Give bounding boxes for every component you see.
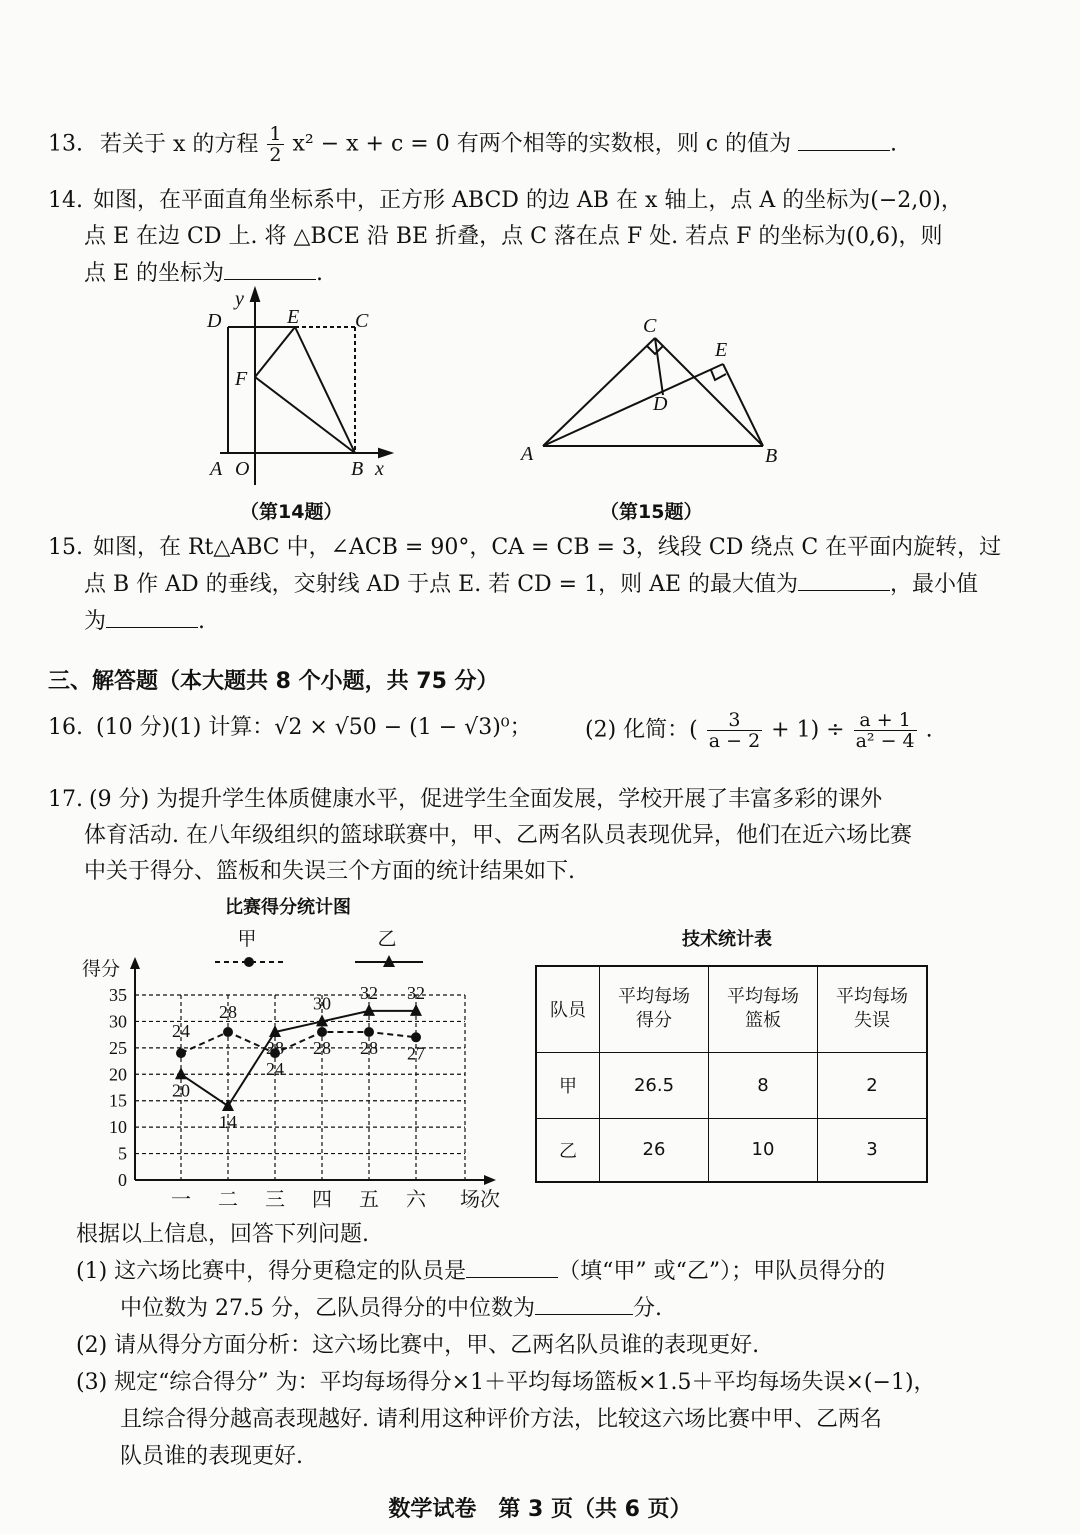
y-tick-label: 10 [109, 1117, 127, 1138]
question-number: 13. [48, 131, 83, 157]
segment-CB [655, 338, 763, 446]
figure-15 [515, 310, 795, 470]
data-label: 28 [313, 1038, 331, 1058]
data-point [223, 1027, 233, 1037]
data-label: 30 [313, 993, 331, 1014]
label-F: F [235, 368, 248, 390]
label-O: O [235, 458, 250, 480]
data-point [364, 1027, 374, 1037]
table-cell: 10 [709, 1118, 818, 1182]
label-C: C [643, 315, 657, 337]
chart-title: 比赛得分统计图 [225, 897, 351, 918]
y-axis-label: 得分 [81, 959, 120, 980]
label-D: D [653, 393, 668, 415]
table-header-row [536, 966, 927, 1052]
legend-label: 甲 [237, 929, 257, 950]
question-text: 点 E 的坐标为 [84, 261, 225, 286]
header-cell: 平均每场 失误 [818, 966, 928, 1052]
question-number: 15. [48, 535, 83, 560]
question-text: 点 E 在边 CD 上. 将 △BCE 沿 BE 折叠，点 C 落在点 F 处. 若点 F 的坐标为(0,6)，则 [84, 224, 943, 249]
question-text: 中关于得分、篮板和失误三个方面的统计结果如下. [84, 859, 575, 884]
legend-marker [244, 957, 254, 967]
label-y: y [235, 288, 244, 310]
fraction [707, 710, 762, 751]
question-text: 体育活动. 在八年级组织的篮球联赛中，甲、乙两名队员表现优异，他们在近六场比赛 [84, 823, 912, 848]
subquestion-1: （填“甲” 或“乙”）；甲队员得分的 [558, 1259, 886, 1284]
y-tick-label: 15 [109, 1090, 127, 1111]
data-label: 24 [266, 1059, 284, 1080]
y-tick-label: 0 [118, 1170, 127, 1190]
table-cell: 甲 [536, 1052, 600, 1118]
period: . [198, 609, 206, 634]
label-A: A [210, 458, 223, 480]
question-15 [48, 530, 1001, 640]
question-text: + 1) ÷ [771, 717, 845, 743]
data-label: 14 [219, 1112, 237, 1132]
question-17-subparts [76, 1216, 936, 1475]
question-text: 如图，在 Rt△ABC 中，∠ACB = 90°，CA = CB = 3，线段 CD 绕点 C 在平面内旋转，过 [93, 535, 1002, 560]
answer-blank[interactable] [535, 1290, 633, 1315]
data-label: 28 [266, 1038, 284, 1058]
question-number: 14. [48, 188, 83, 213]
question-16-part-2 [585, 710, 933, 751]
question-text: (9 分) 为提升学生体质健康水平，促进学生全面发展，学校开展了丰富多彩的课外 [89, 787, 883, 812]
data-point [317, 1027, 327, 1037]
answer-blank[interactable] [224, 255, 316, 280]
data-point [410, 1004, 422, 1016]
table-cell: 2 [818, 1052, 928, 1118]
label-C: C [355, 310, 369, 332]
y-tick-label: 25 [109, 1037, 127, 1058]
question-text: 点 B 作 AD 的垂线，交射线 AD 于点 E. 若 CD = 1，则 AE 的最大值为 [84, 572, 799, 597]
data-label: 20 [172, 1080, 190, 1101]
label-D: D [207, 310, 222, 332]
table-cell: 26 [600, 1118, 709, 1182]
table-cell: 3 [818, 1118, 928, 1182]
answer-blank-min[interactable] [106, 603, 198, 628]
x-tick-label: 一 [171, 1189, 191, 1211]
segment-EF [255, 327, 295, 377]
figure-14 [195, 285, 405, 485]
segment-AC [543, 338, 655, 446]
segment-EB [723, 364, 763, 446]
subquestion-1: (1) 这六场比赛中，得分更稳定的队员是 [76, 1259, 467, 1284]
page-footer: 数学试卷 第 3 页（共 6 页） [388, 1497, 692, 1522]
period: . [890, 131, 898, 157]
figure-15-caption: （第15题） [600, 501, 703, 523]
technical-stats-table [535, 965, 928, 1183]
fraction-numerator: a + 1 [854, 710, 917, 731]
data-label: 28 [360, 1038, 378, 1058]
fraction-denominator: 2 [269, 144, 282, 166]
x-axis-arrow [484, 1175, 496, 1185]
data-point [363, 1004, 375, 1016]
question-17 [48, 782, 912, 890]
fraction-denominator: a² − 4 [855, 730, 915, 752]
subquestion-1: 中位数为 27.5 分，乙队员得分的中位数为 [120, 1296, 535, 1321]
subquestion-3: (3) 规定“综合得分” 为：平均每场得分×1＋平均每场篮板×1.5＋平均每场失误×(−1)， [76, 1370, 936, 1395]
question-number: 16. [48, 715, 83, 740]
question-14 [48, 183, 963, 292]
right-angle-C [647, 346, 663, 354]
label-B: B [351, 458, 364, 480]
figure-14-caption: （第14题） [240, 501, 343, 523]
fraction-denominator: a − 2 [708, 730, 761, 752]
x-tick-label: 二 [218, 1189, 238, 1211]
x-tick-label: 五 [359, 1189, 379, 1211]
question-text: ，最小值 [890, 572, 979, 597]
score-line-chart [80, 925, 510, 1215]
series-line [181, 1011, 416, 1106]
header-cell: 队员 [536, 966, 600, 1052]
y-tick-label: 20 [109, 1064, 127, 1085]
table-cell: 乙 [536, 1118, 600, 1182]
data-label: 28 [219, 1002, 237, 1022]
x-tick-label: 六 [406, 1189, 426, 1211]
question-text: 为 [84, 609, 107, 634]
table-row [536, 1118, 927, 1182]
section-heading: 三、解答题（本大题共 8 个小题，共 75 分） [48, 669, 499, 694]
question-text: (2) 化简：( [585, 717, 698, 743]
label-A: A [521, 443, 534, 465]
fraction [267, 124, 283, 165]
label-E: E [715, 339, 728, 361]
question-13 [48, 124, 897, 165]
question-text: x² − x + c = 0 有两个相等的实数根，则 c 的值为 [292, 131, 792, 157]
fraction-numerator: 1 [269, 123, 282, 145]
data-label: 27 [407, 1043, 425, 1064]
question-number: 17. [48, 787, 83, 812]
x-axis-label: 场次 [460, 1189, 500, 1211]
subquestion-3: 队员谁的表现更好. [120, 1444, 303, 1469]
series-line [181, 1032, 416, 1053]
question-text: 如图，在平面直角坐标系中，正方形 ABCD 的边 AB 在 x 轴上，点 A 的坐标为(−2,0)， [93, 188, 963, 213]
y-tick-label: 30 [109, 1011, 127, 1032]
table-row [536, 1052, 927, 1118]
header-cell: 平均每场 得分 [600, 966, 709, 1052]
data-label: 32 [407, 982, 425, 1003]
y-tick-label: 5 [118, 1143, 127, 1164]
subquestion-2: (2) 请从得分方面分析：这六场比赛中，甲、乙两名队员谁的表现更好. [76, 1333, 760, 1358]
label-E: E [287, 306, 300, 328]
answer-blank-max[interactable] [798, 566, 890, 591]
right-angle-E [711, 370, 726, 380]
table-cell: 26.5 [600, 1052, 709, 1118]
y-axis-arrow [130, 957, 140, 969]
fraction-numerator: 3 [707, 710, 762, 731]
segment-FB [255, 377, 355, 453]
data-label: 32 [360, 982, 378, 1003]
fraction [854, 710, 917, 751]
data-point [175, 1067, 187, 1079]
subquestion-1: 分. [632, 1296, 662, 1321]
y-tick-label: 35 [109, 985, 127, 1005]
table-title: 技术统计表 [682, 929, 772, 950]
x-tick-label: 三 [265, 1189, 285, 1211]
data-label: 24 [172, 1021, 190, 1042]
subquestion-3: 且综合得分越高表现越好. 请利用这种评价方法，比较这六场比赛中甲、乙两名 [120, 1407, 882, 1432]
intro-text: 根据以上信息，回答下列问题. [76, 1222, 369, 1247]
period: . [316, 261, 324, 286]
table-cell: 8 [709, 1052, 818, 1118]
label-B: B [765, 445, 778, 467]
x-tick-label: 四 [312, 1189, 332, 1211]
question-16 [48, 710, 532, 746]
y-arrow [251, 289, 259, 301]
answer-blank[interactable] [466, 1253, 558, 1278]
answer-blank[interactable] [798, 126, 890, 151]
segment-AE [543, 364, 723, 446]
question-text: 若关于 x 的方程 [100, 131, 259, 157]
header-cell: 平均每场 篮板 [709, 966, 818, 1052]
x-arrow [379, 449, 391, 457]
segment-EB [295, 327, 355, 453]
data-point [411, 1032, 421, 1042]
period: . [925, 717, 933, 743]
legend-label: 乙 [377, 929, 397, 950]
data-point [176, 1048, 186, 1058]
label-x: x [375, 458, 384, 480]
question-part-1: (10 分)(1) 计算：√2 × √50 − (1 − √3)⁰； [96, 715, 532, 740]
